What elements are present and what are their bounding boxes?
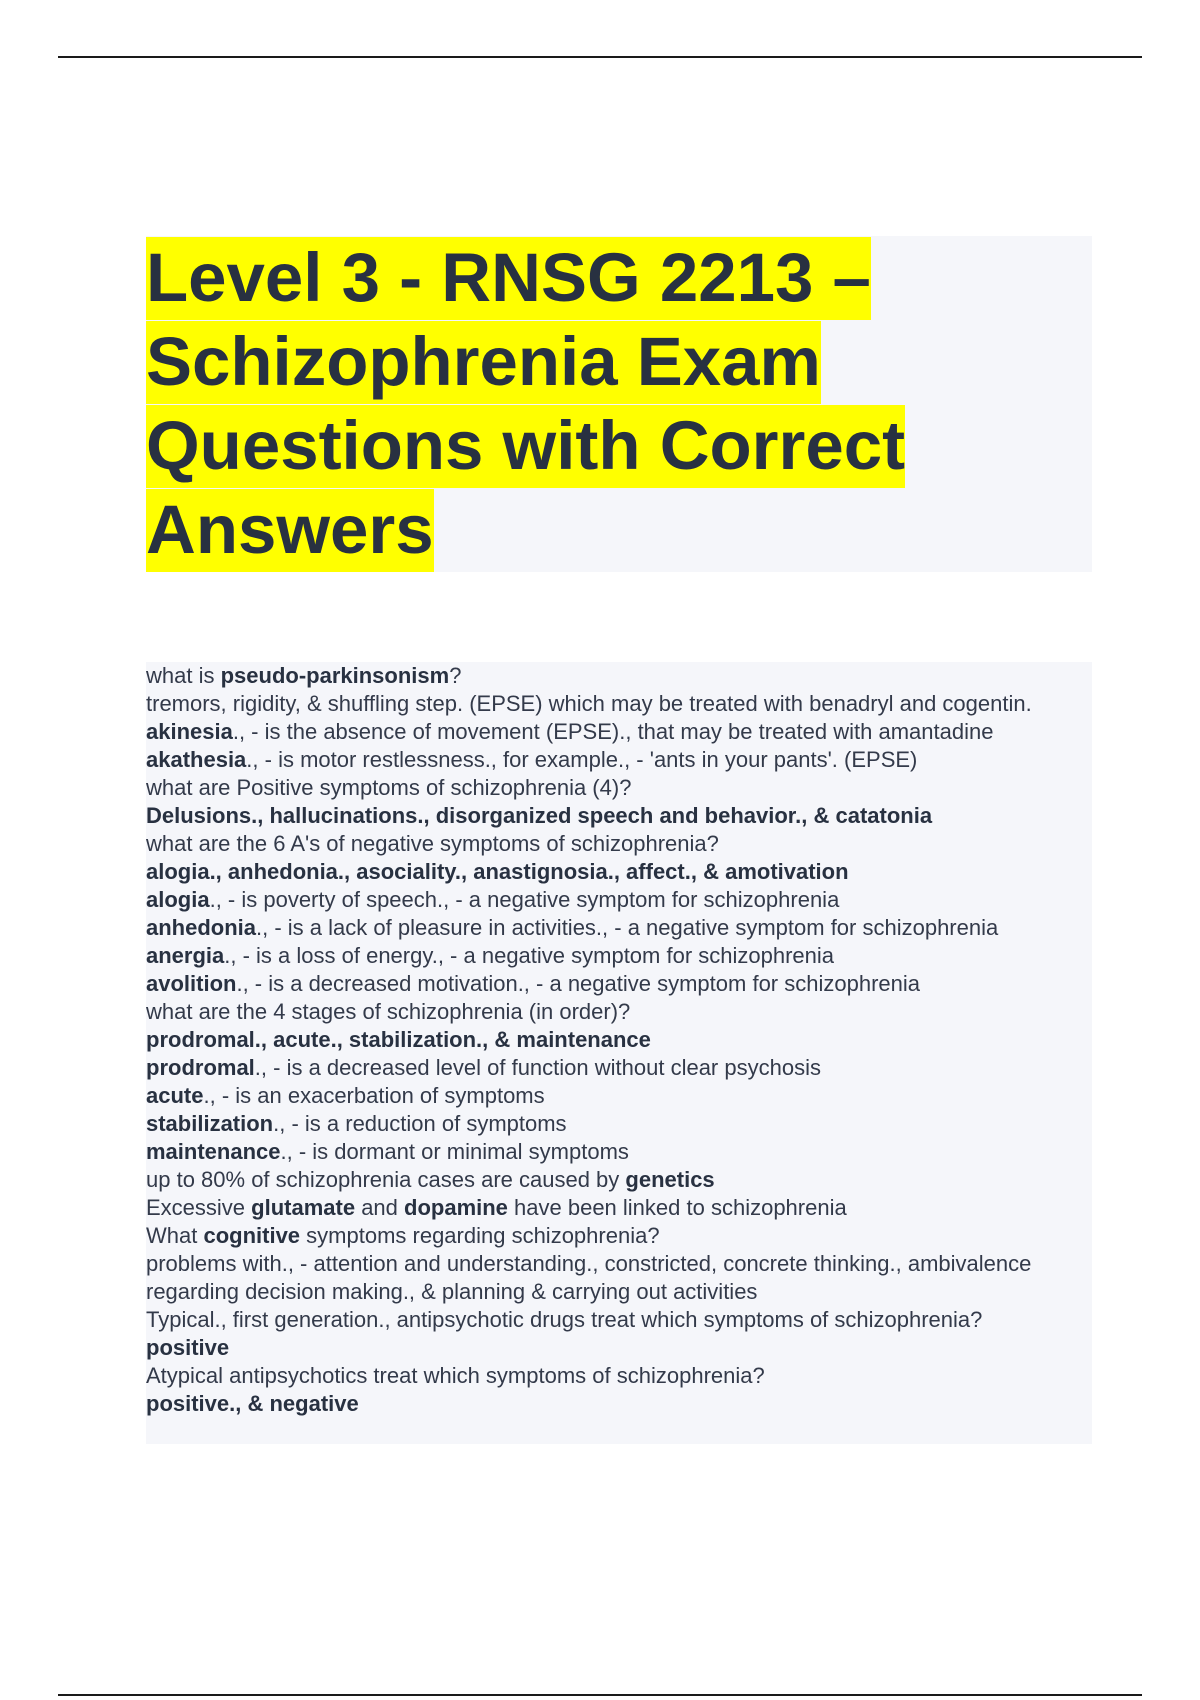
title-line-2: Schizophrenia Exam <box>146 321 821 404</box>
list-item: Typical., first generation., antipsychotic drugs treat which symptoms of schizophrenia? <box>146 1307 983 1332</box>
list-item: stabilization., - is a reduction of symptoms <box>146 1111 567 1136</box>
list-item: tremors, rigidity, & shuffling step. (EPSE) which may be treated with benadryl and cogentin. <box>146 691 1032 716</box>
list-item: alogia., anhedonia., asociality., anastignosia., affect., & amotivation <box>146 859 849 884</box>
list-item: what is pseudo-parkinsonism? <box>146 663 462 688</box>
list-item: prodromal., acute., stabilization., & maintenance <box>146 1027 651 1052</box>
list-item: Excessive glutamate and dopamine have been linked to schizophrenia <box>146 1195 847 1220</box>
list-item: anhedonia., - is a lack of pleasure in activities., - a negative symptom for schizophrenia <box>146 915 999 940</box>
title-line-4: Answers <box>146 489 434 572</box>
list-item: maintenance., - is dormant or minimal symptoms <box>146 1139 629 1164</box>
document-title <box>146 236 1092 572</box>
list-item: what are the 4 stages of schizophrenia (in order)? <box>146 999 631 1024</box>
list-item: up to 80% of schizophrenia cases are caused by genetics <box>146 1167 715 1192</box>
title-line-1: Level 3 - RNSG 2213 – <box>146 237 871 320</box>
bottom-rule <box>58 1694 1142 1696</box>
list-item: what are Positive symptoms of schizophrenia (4)? <box>146 775 632 800</box>
list-item: acute., - is an exacerbation of symptoms <box>146 1083 545 1108</box>
list-item: problems with., - attention and understanding., constricted, concrete thinking., ambivalence regarding decision making., & planning & carrying out activities <box>146 1251 1032 1304</box>
list-item: prodromal., - is a decreased level of function without clear psychosis <box>146 1055 821 1080</box>
list-item: positive., & negative <box>146 1391 359 1416</box>
list-item: alogia., - is poverty of speech., - a negative symptom for schizophrenia <box>146 887 840 912</box>
title-block <box>146 236 1092 572</box>
list-item: Delusions., hallucinations., disorganized speech and behavior., & catatonia <box>146 803 933 828</box>
list-item: avolition., - is a decreased motivation., - a negative symptom for schizophrenia <box>146 971 920 996</box>
list-item: akathesia., - is motor restlessness., for example., - 'ants in your pants'. (EPSE) <box>146 747 918 772</box>
list-item: akinesia., - is the absence of movement (EPSE)., that may be treated with amantadine <box>146 719 994 744</box>
list-item: anergia., - is a loss of energy., - a negative symptom for schizophrenia <box>146 943 835 968</box>
title-line-3: Questions with Correct <box>146 405 905 488</box>
list-item: Atypical antipsychotics treat which symptoms of schizophrenia? <box>146 1363 765 1388</box>
list-item: What cognitive symptoms regarding schizophrenia? <box>146 1223 660 1248</box>
flashcard-list <box>146 662 1092 1444</box>
list-item: positive <box>146 1335 230 1360</box>
list-item: what are the 6 A's of negative symptoms of schizophrenia? <box>146 831 719 856</box>
top-rule <box>58 56 1142 58</box>
